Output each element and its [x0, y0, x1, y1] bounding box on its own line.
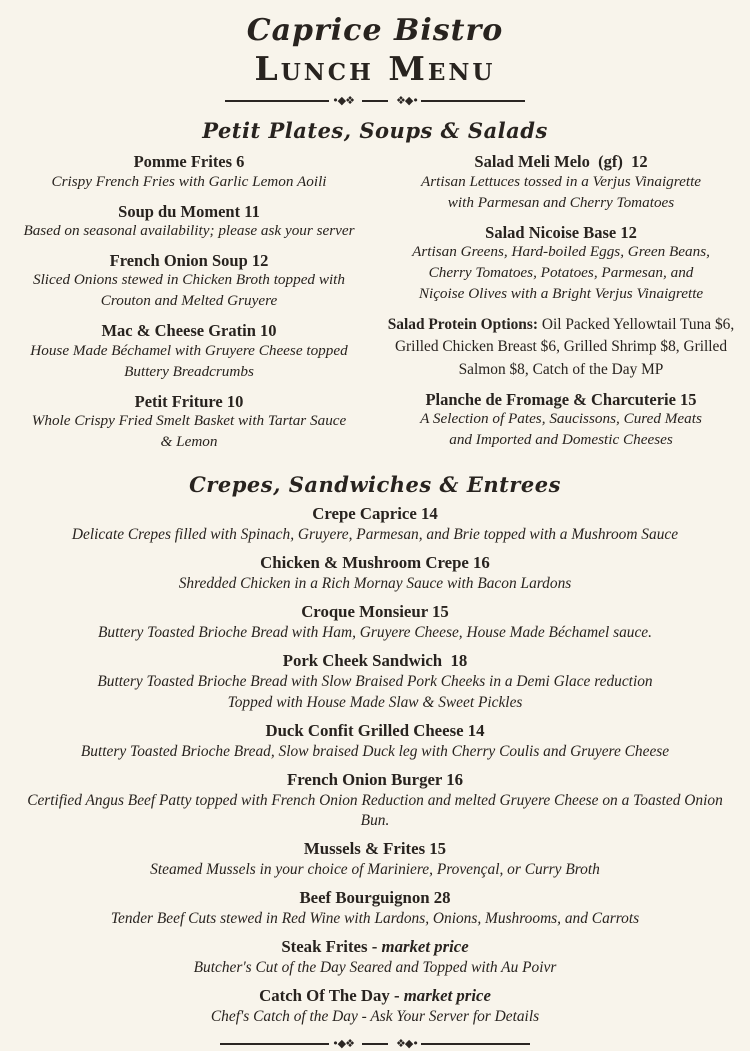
- menu-item: [20, 986, 730, 1027]
- item-name: Catch Of The Day - market price: [259, 986, 491, 1006]
- menu-item: [10, 321, 368, 382]
- item-name: Mac & Cheese Gratin 10: [101, 321, 277, 341]
- item-description: Steamed Mussels in your choice of Mariniere, Provençal, or Curry Broth: [150, 861, 600, 879]
- menu-item: [20, 937, 730, 978]
- item-name: Planche de Fromage & Charcuterie 15: [425, 389, 697, 409]
- divider-line: [225, 100, 329, 102]
- item-name: French Onion Soup 12: [109, 250, 269, 270]
- section-title: Crepes, Sandwiches & Entrees: [189, 472, 561, 498]
- menu-item: [20, 602, 730, 643]
- item-description: Whole Crispy Fried Smelt Basket with Tartar Sauce & Lemon: [31, 412, 347, 451]
- item-name: Beef Bourguignon 28: [299, 888, 451, 908]
- menu-item: [10, 251, 368, 312]
- item-name: Crepe Caprice 14: [312, 504, 438, 524]
- item-name: Petit Friture 10: [134, 391, 244, 411]
- item-description: Buttery Toasted Brioche Bread, Slow braised Duck leg with Cherry Coulis and Gruyere Cheese: [80, 742, 670, 760]
- item-name: Pomme Frites 6: [133, 152, 245, 172]
- item-name: Salad Protein Options:: [387, 315, 542, 333]
- item-name: Soup du Moment 11: [118, 201, 260, 221]
- item-description: Artisan Greens, Hard-boiled Eggs, Green Beans, Cherry Tomatoes, Potatoes, Parmesan, and Niçoise Olives with a Bright Verjus Vinaigrette: [412, 242, 710, 302]
- ornament-left-icon: •◆❖: [332, 94, 354, 108]
- item-description: A Selection of Pates, Saucissons, Cured Meats and Imported and Domestic Cheeses: [420, 410, 702, 449]
- divider-line: [362, 1043, 388, 1045]
- item-description: Sliced Onions stewed in Chicken Broth topped with Crouton and Melted Gruyere: [32, 271, 345, 310]
- item-description: Certified Angus Beef Patty topped with French Onion Reduction and melted Gruyere Cheese on a Toasted Onion Bun.: [27, 791, 723, 830]
- item-description: Crispy French Fries with Garlic Lemon Aoili: [51, 172, 327, 190]
- item-name: French Onion Burger 16: [286, 769, 464, 789]
- item-name-market-price: market price: [403, 986, 491, 1006]
- menu-item: [20, 553, 730, 594]
- divider-line: [362, 100, 388, 102]
- ornament-divider-top: [225, 94, 525, 108]
- menu-item: [20, 504, 730, 545]
- divider-line: [421, 1043, 530, 1045]
- divider-line: [421, 100, 525, 102]
- ornament-left-icon: •◆❖: [332, 1037, 354, 1051]
- item-description: Delicate Crepes filled with Spinach, Gruyere, Parmesan, and Brie topped with a Mushroom Sauce: [71, 526, 679, 544]
- item-description: Shredded Chicken in a Rich Mornay Sauce with Bacon Lardons: [178, 575, 572, 593]
- section-title: Petit Plates, Soups & Salads: [202, 117, 548, 143]
- item-description: Buttery Toasted Brioche Bread with Ham, Gruyere Cheese, House Made Béchamel sauce.: [98, 624, 652, 642]
- item-name: Chicken & Mushroom Crepe 16: [260, 553, 490, 573]
- divider-line: [220, 1043, 329, 1045]
- restaurant-name: Caprice Bistro: [246, 13, 504, 48]
- item-name: Duck Confit Grilled Cheese 14: [265, 720, 485, 740]
- menu-item: [382, 314, 740, 381]
- item-name: Salad Nicoise Base 12: [485, 222, 637, 242]
- menu-item: [382, 223, 740, 305]
- column-main: [20, 504, 730, 1027]
- menu-item: [10, 202, 368, 242]
- menu-item: [382, 152, 740, 213]
- column-left: [10, 152, 368, 462]
- menu-title: Lunch Menu: [254, 48, 496, 88]
- item-description: Based on seasonal availability; please ask your server: [23, 222, 355, 239]
- menu-item: [20, 721, 730, 762]
- menu-item: [10, 152, 368, 192]
- item-name-market-price: market price: [381, 937, 469, 957]
- section-crepes-sandwiches-entrees: [0, 471, 750, 1027]
- item-name: Salad Meli Melo (gf) 12: [474, 152, 648, 172]
- menu-item: [20, 770, 730, 832]
- menu-item: [20, 888, 730, 929]
- menu-header: [0, 14, 750, 108]
- item-name: Croque Monsieur 15: [301, 602, 449, 622]
- menu-item: [20, 839, 730, 880]
- menu-item: [382, 390, 740, 451]
- ornament-divider-bottom: [220, 1037, 530, 1051]
- two-column-layout: [0, 152, 750, 462]
- ornament-right-icon: ❖◆•: [396, 94, 418, 108]
- ornament-right-icon: ❖◆•: [396, 1037, 418, 1051]
- item-name: Steak Frites - market price: [281, 937, 469, 957]
- menu-item: [10, 392, 368, 453]
- menu-item: [20, 651, 730, 713]
- item-description: Chef's Catch of the Day - Ask Your Server for Details: [210, 1008, 540, 1026]
- item-name: Pork Cheek Sandwich 18: [282, 651, 468, 671]
- item-description: House Made Béchamel with Gruyere Cheese topped Buttery Breadcrumbs: [30, 341, 348, 380]
- item-description: Artisan Lettuces tossed in a Verjus Vinaigrette with Parmesan and Cherry Tomatoes: [420, 172, 702, 211]
- item-description: Buttery Toasted Brioche Bread with Slow Braised Pork Cheeks in a Demi Glace reduction Topped with House Made Slaw & Sweet Pickles: [97, 673, 653, 711]
- item-description: Butcher's Cut of the Day Seared and Topped with Au Poivr: [193, 959, 557, 977]
- column-right: [382, 152, 740, 462]
- section-petit-plates-soups-salads: [0, 117, 750, 462]
- item-name: Mussels & Frites 15: [303, 839, 447, 859]
- item-description: Tender Beef Cuts stewed in Red Wine with Lardons, Onions, Mushrooms, and Carrots: [110, 910, 640, 928]
- item-inline-text: Salad Protein Options: Oil Packed Yellowtail Tuna $6, Grilled Chicken Breast $6, Grilled Shrimp $8, Grilled Salmon $8, Catch of the Day MP: [387, 315, 735, 378]
